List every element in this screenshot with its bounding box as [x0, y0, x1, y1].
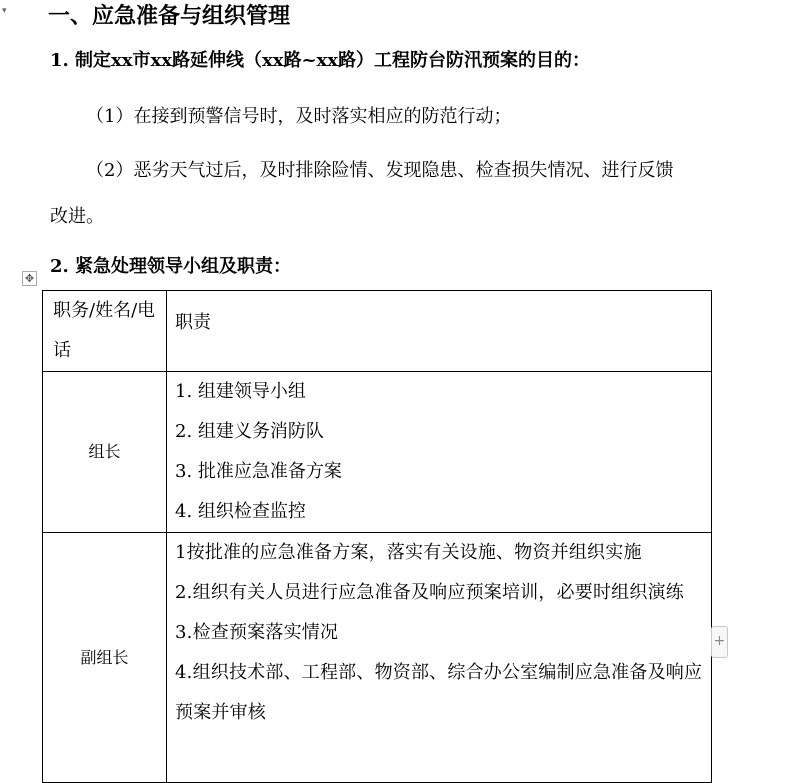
duty-item: 3.检查预案落实情况 [175, 622, 339, 643]
header-role-label: 职务/姓名/电话 [53, 300, 156, 361]
table-move-handle-icon[interactable]: ✥ [22, 271, 37, 286]
collapse-icon[interactable]: ▾ [2, 6, 7, 16]
header-duty-label: 职责 [175, 312, 211, 333]
section-heading: 一、应急准备与组织管理 [48, 4, 291, 29]
role-cell-leader[interactable] [43, 372, 167, 533]
paragraph-item-1: （1）在接到预警信号时，及时落实相应的防范行动； [86, 106, 512, 127]
subsection-title-team: 2. 紧急处理领导小组及职责： [50, 256, 292, 277]
duty-item: 3. 批准应急准备方案 [175, 461, 342, 482]
table-row [43, 372, 712, 533]
duty-item: 1按批准的应急准备方案，落实有关设施、物资并组织实施 [175, 542, 642, 563]
role-cell-deputy[interactable] [43, 533, 167, 783]
subsection-title-purpose: 1. 制定xx市xx路延伸线（xx路~xx路）工程防台防汛预案的目的： [50, 50, 590, 71]
add-row-button[interactable]: + [711, 626, 728, 658]
paragraph-item-2: （2）恶劣天气过后，及时排除险情、发现隐患、检查损失情况、进行反馈改进。 [50, 160, 674, 227]
role-label: 副组长 [80, 647, 129, 667]
duty-item: 2.组织有关人员进行应急准备及响应预案培训，必要时组织演练 [175, 582, 684, 603]
duty-item: 4. 组织检查监控 [175, 501, 306, 522]
duties-cell-deputy[interactable] [167, 533, 712, 783]
table-row [43, 533, 712, 783]
duty-item: 2. 组建义务消防队 [175, 421, 324, 442]
header-role-cell[interactable] [43, 291, 167, 372]
role-label: 组长 [88, 442, 121, 461]
duties-cell-leader[interactable] [167, 372, 712, 533]
duty-item: 1. 组建领导小组 [175, 381, 306, 402]
header-duty-cell[interactable] [167, 291, 712, 372]
table-header-row [43, 291, 712, 372]
duty-item: 4.组织技术部、工程部、物资部、综合办公室编制应急准备及响应预案并审核 [175, 662, 703, 723]
duty-table [42, 290, 712, 783]
